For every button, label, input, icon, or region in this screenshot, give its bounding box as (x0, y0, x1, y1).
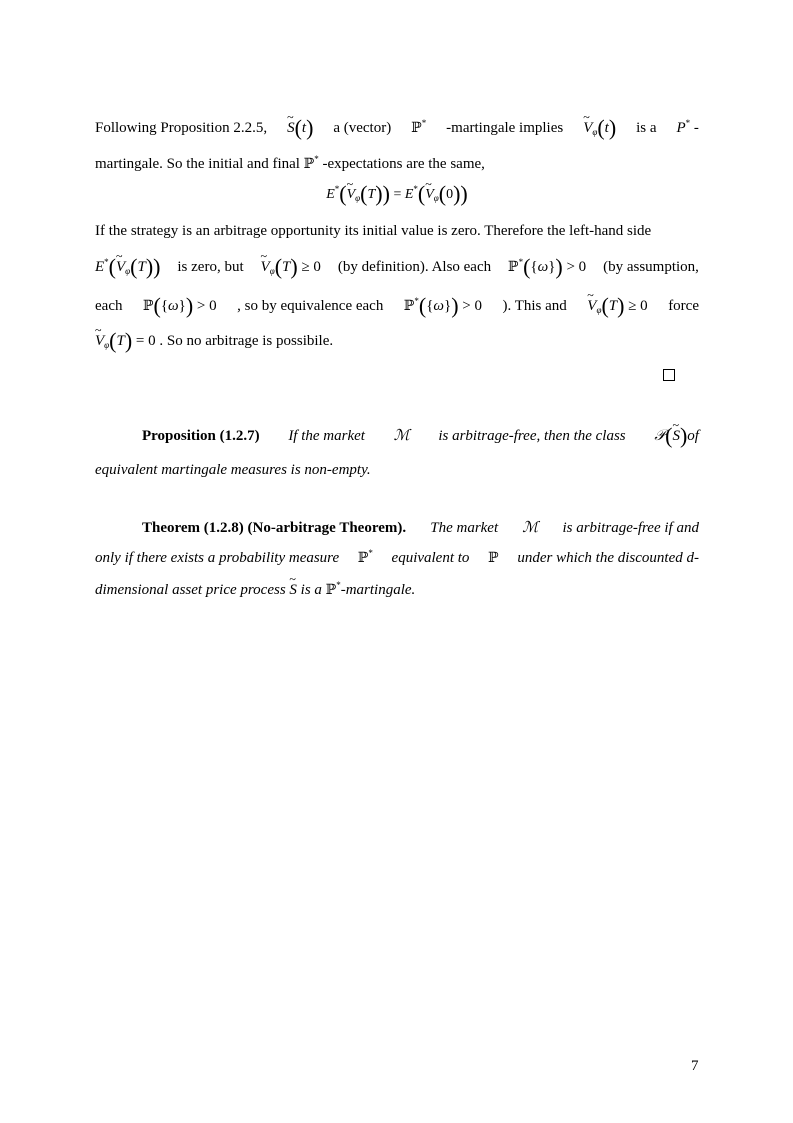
math-v-phi-t: ~ $V_\varphi(t)$ (583, 120, 616, 137)
math-s-tilde: ~ S (289, 582, 297, 599)
text-fragment: a (vector) (333, 120, 392, 136)
math-p-star: ℙ* (325, 580, 341, 598)
qed-box (663, 369, 675, 381)
math-v-nonneg: ~ $V_\varphi(T) \ge 0$ (261, 259, 321, 276)
text-fragment: -martingale. (340, 582, 416, 598)
paragraph-line-5 (95, 254, 699, 279)
text-fragment: dimensional asset price process (95, 582, 286, 598)
text-fragment: If the market (288, 428, 365, 444)
text-fragment: equivalent to (391, 550, 470, 566)
text-fragment: is arbitrage-free if and (562, 520, 699, 536)
math-market-m: ℳ (393, 426, 410, 444)
text-fragment: only if there exists a probability measure (95, 550, 340, 566)
text-fragment: equivalent martingale measures is non-empty. (95, 462, 371, 478)
text-fragment: , so by equivalence each (237, 298, 384, 314)
text-fragment: ). This and (502, 298, 567, 314)
math-p: ℙ (488, 550, 499, 566)
text-fragment: each (95, 298, 123, 314)
text-fragment: -expectations are the same, (322, 156, 485, 172)
math-v-zero: ~ $V_\varphi(T) = 0$ (95, 333, 156, 349)
paragraph-line-1 (95, 115, 699, 140)
text-fragment: force (668, 298, 699, 314)
display-equation: E*(~ $V_\varphi(T)$) = E*(~ $V_\varphi(0)$) (95, 184, 699, 203)
text-fragment: under which the discounted d- (517, 550, 699, 566)
proposition-line-1 (142, 423, 699, 448)
paragraph-line-4 (95, 223, 699, 240)
math-market-m: ℳ (522, 518, 539, 536)
proposition-line-2 (95, 462, 699, 479)
text-fragment: If the strategy is an arbitrage opportunity its initial value is zero. Therefore the left-hand side (95, 223, 652, 239)
math-v-nonneg: ~ $V_\varphi(T) \ge 0$ (587, 298, 647, 315)
text-fragment: Following Proposition 2.2.5, (95, 120, 268, 136)
text-fragment: martingale. So the initial and final (95, 156, 300, 172)
text-fragment: (by definition). Also each (337, 259, 492, 275)
theorem-label: Theorem (1.2.8) (No-arbitrage Theorem). (142, 520, 407, 536)
text-fragment: -martingale implies (446, 120, 564, 136)
math-p-star: ℙ* (411, 118, 427, 136)
paragraph-line-7 (95, 328, 699, 353)
text-fragment: is arbitrage-free, then the class (438, 428, 626, 444)
theorem-line-2 (95, 548, 699, 567)
text-fragment: (by assumption, (603, 259, 699, 275)
math-class-p: 𝒫(~ S)of (654, 426, 699, 445)
math-pstar-omega: ℙ*({ω}) > 0 (508, 254, 587, 279)
math-pstar-omega: ℙ*({ω}) > 0 (403, 293, 482, 318)
theorem-line-3 (95, 580, 699, 599)
text-fragment: is a (636, 120, 657, 136)
text-fragment: The market (430, 520, 499, 536)
proposition-label: Proposition (1.2.7) (142, 428, 260, 444)
math-p-star: ℙ* (303, 154, 319, 172)
paragraph-line-2 (95, 154, 699, 173)
paragraph-line-6 (95, 293, 699, 318)
text-fragment: is zero, but (177, 259, 244, 275)
theorem-line-1 (142, 518, 699, 537)
page-number: 7 (691, 1058, 699, 1074)
math-p-star: ℙ* (357, 548, 373, 566)
math-p-star-italic: P* - (676, 118, 699, 136)
math-p-omega: ℙ({ω}) > 0 (142, 293, 217, 318)
text-fragment: . So no arbitrage is possibile. (159, 333, 334, 349)
text-fragment: of (687, 428, 699, 444)
math-expectation: E*(~ $V_\varphi(T)$) (95, 257, 160, 276)
math-s-tilde-t: ~ S(t) (287, 120, 313, 137)
text-fragment: is a (300, 582, 322, 598)
